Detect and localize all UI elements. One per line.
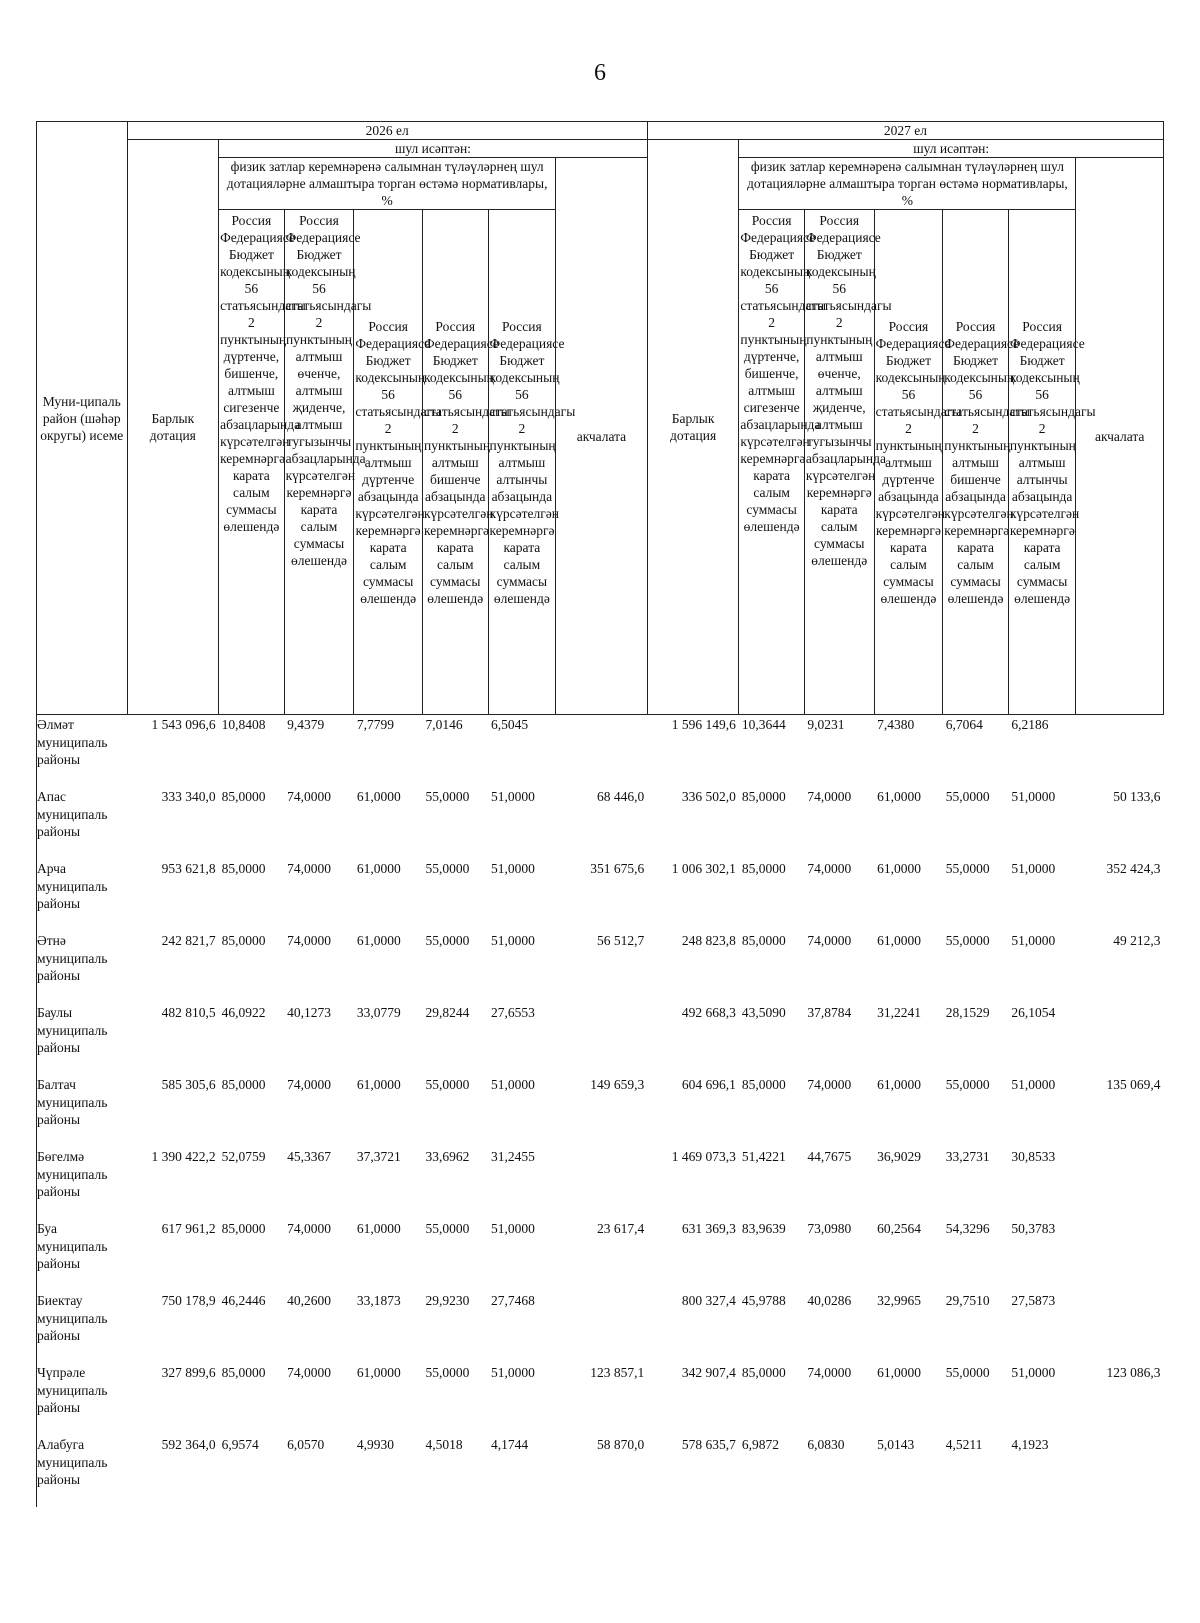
norm-2027-col-1: 85,0000 <box>741 933 786 948</box>
norm-2026-col-1: 46,2446 <box>221 1293 266 1308</box>
norm-2027-col-2: 40,0286 <box>807 1293 852 1308</box>
norm-2026-col-3: 61,0000 <box>356 933 401 948</box>
norm-2026-col-5: 51,0000 <box>491 1365 535 1380</box>
header-norm-col-1-2027: Россия Федерациясе Бюджет кодексының 56 статьясындагы 2 пунктының дүртенче, бишенче, алтмыш сигезенче абзацларында күрсәтелгән керемнәргә карата салым суммасы өлешендә <box>739 210 805 715</box>
norm-2026-col-2: 9,4379 <box>287 717 325 732</box>
norm-2026-col-5: 4,1744 <box>491 1437 529 1452</box>
total-dotation-2026: 750 178,9 <box>161 1293 216 1308</box>
norm-2027-col-4: 29,7510 <box>945 1293 990 1308</box>
municipality-name: Биектау муниципаль районы <box>37 1291 128 1363</box>
norm-2026-col-4: 4,5018 <box>425 1437 463 1452</box>
norm-2027-col-4: 55,0000 <box>945 1077 990 1092</box>
norm-2027-col-5: 51,0000 <box>1011 789 1056 804</box>
norm-2027-col-5: 51,0000 <box>1011 933 1056 948</box>
total-dotation-2027: 1 469 073,3 <box>671 1149 736 1164</box>
header-total-dotation-2026: Барлык дотация <box>127 140 219 715</box>
norm-2026-col-5: 51,0000 <box>491 1221 535 1236</box>
norm-2026-col-1: 10,8408 <box>221 717 266 732</box>
norm-2027-col-2: 6,0830 <box>807 1437 845 1452</box>
norm-2027-col-4: 33,2731 <box>945 1149 990 1164</box>
norm-2027-col-4: 4,5211 <box>945 1437 983 1452</box>
norm-2026-col-1: 85,0000 <box>221 1365 266 1380</box>
norm-2026-col-1: 6,9574 <box>221 1437 259 1452</box>
total-dotation-2026: 617 961,2 <box>161 1221 216 1236</box>
table-body <box>37 715 1164 1508</box>
norm-2026-col-2: 6,0570 <box>287 1437 325 1452</box>
total-dotation-2026: 585 305,6 <box>161 1077 216 1092</box>
total-dotation-2026: 1 543 096,6 <box>151 717 216 732</box>
norm-2027-col-2: 9,0231 <box>807 717 845 732</box>
cash-2026 <box>556 1147 648 1219</box>
municipality-name: Әтнә муниципаль районы <box>37 931 128 1003</box>
total-dotation-2026: 1 390 422,2 <box>151 1149 216 1164</box>
norm-2027-col-1: 43,5090 <box>741 1005 786 1020</box>
norm-2026-col-4: 33,6962 <box>425 1149 470 1164</box>
dotation-table <box>36 121 1164 1507</box>
norm-2027-col-1: 85,0000 <box>741 789 786 804</box>
norm-2027-col-5: 30,8533 <box>1011 1149 1056 1164</box>
header-norm-col-3-2026: Россия Федерациясе Бюджет кодексының 56 статьясындагы 2 пунктының алтмыш дүртенче абзацында күрсәтелгән керемнәргә карата салым суммасы өлешендә <box>354 210 423 715</box>
cash-2027 <box>1076 1219 1164 1291</box>
norm-2027-col-3: 61,0000 <box>877 861 921 876</box>
table-row <box>37 715 1164 788</box>
norm-2026-col-4: 55,0000 <box>425 933 470 948</box>
norm-2027-col-3: 5,0143 <box>877 1437 915 1452</box>
total-dotation-2026: 482 810,5 <box>161 1005 216 1020</box>
total-dotation-2026: 592 364,0 <box>161 1437 216 1452</box>
norm-2027-col-1: 85,0000 <box>741 861 786 876</box>
municipality-name: Әлмәт муниципаль районы <box>37 715 128 788</box>
cash-2026: 149 659,3 <box>590 1077 645 1092</box>
cash-2027: 135 069,4 <box>1106 1077 1161 1092</box>
norm-2026-col-2: 40,1273 <box>287 1005 331 1020</box>
table-row <box>37 787 1164 859</box>
header-including-2027: шул исәптән: <box>739 140 1164 158</box>
norm-2027-col-5: 27,5873 <box>1011 1293 1056 1308</box>
norm-2027-col-4: 55,0000 <box>945 933 990 948</box>
norm-2026-col-3: 61,0000 <box>356 1221 401 1236</box>
norm-2027-col-5: 6,2186 <box>1011 717 1049 732</box>
norm-2027-col-3: 61,0000 <box>877 1077 921 1092</box>
total-dotation-2027: 604 696,1 <box>681 1077 736 1092</box>
page-number: 6 <box>594 60 606 86</box>
cash-2027 <box>1076 1147 1164 1219</box>
total-dotation-2026: 333 340,0 <box>161 789 216 804</box>
norm-2027-col-5: 51,0000 <box>1011 1077 1056 1092</box>
municipality-name: Балтач муниципаль районы <box>37 1075 128 1147</box>
total-dotation-2027: 1 006 302,1 <box>671 861 736 876</box>
cash-2027: 50 133,6 <box>1113 789 1161 804</box>
cash-2026: 58 870,0 <box>597 1437 645 1452</box>
norm-2027-col-5: 50,3783 <box>1011 1221 1056 1236</box>
municipality-name: Баулы муниципаль районы <box>37 1003 128 1075</box>
cash-2027: 123 086,3 <box>1106 1365 1161 1380</box>
norm-2026-col-5: 51,0000 <box>491 789 535 804</box>
table-row <box>37 859 1164 931</box>
norm-2026-col-5: 27,6553 <box>491 1005 535 1020</box>
norm-2026-col-3: 61,0000 <box>356 789 401 804</box>
norm-2026-col-3: 33,0779 <box>356 1005 401 1020</box>
cash-2026: 351 675,6 <box>590 861 645 876</box>
norm-2026-col-3: 37,3721 <box>356 1149 401 1164</box>
header-norms-group-2026: физик затлар керемнәренә салымнан түләүләрнең шул дотацияләрне алмаштыра торган өстәмә нормативлары, % <box>219 158 556 210</box>
norm-2026-col-4: 29,8244 <box>425 1005 470 1020</box>
total-dotation-2026: 327 899,6 <box>161 1365 216 1380</box>
header-norm-col-4-2027: Россия Федерациясе Бюджет кодексының 56 статьясындагы 2 пунктының алтмыш бишенче абзацында күрсәтелгән керемнәргә карата салым суммасы өлешендә <box>943 210 1009 715</box>
cash-2026 <box>556 1291 648 1363</box>
header-norm-col-4-2026: Россия Федерациясе Бюджет кодексының 56 статьясындагы 2 пунктының алтмыш бишенче абзацында күрсәтелгән керемнәргә карата салым суммасы өлешендә <box>423 210 489 715</box>
norm-2026-col-2: 45,3367 <box>287 1149 331 1164</box>
cash-2026 <box>556 1003 648 1075</box>
norm-2026-col-2: 74,0000 <box>287 1221 331 1236</box>
norm-2027-col-1: 85,0000 <box>741 1077 786 1092</box>
norm-2027-col-1: 45,9788 <box>741 1293 786 1308</box>
table-row <box>37 1147 1164 1219</box>
municipality-name: Чүпрәле муниципаль районы <box>37 1363 128 1435</box>
norm-2027-col-2: 74,0000 <box>807 1077 852 1092</box>
norm-2027-col-4: 55,0000 <box>945 861 990 876</box>
norm-2027-col-3: 61,0000 <box>877 933 921 948</box>
norm-2027-col-3: 36,9029 <box>877 1149 921 1164</box>
norm-2026-col-3: 61,0000 <box>356 1077 401 1092</box>
total-dotation-2027: 336 502,0 <box>681 789 736 804</box>
norm-2027-col-2: 74,0000 <box>807 1365 852 1380</box>
total-dotation-2026: 242 821,7 <box>161 933 216 948</box>
norm-2026-col-4: 55,0000 <box>425 1077 470 1092</box>
table-row <box>37 1291 1164 1363</box>
cash-2027: 49 212,3 <box>1113 933 1161 948</box>
norm-2027-col-3: 61,0000 <box>877 1365 921 1380</box>
total-dotation-2027: 248 823,8 <box>681 933 736 948</box>
header-norm-col-5-2027: Россия Федерациясе Бюджет кодексының 56 статьясындагы 2 пунктының алтмыш алтынчы абзацында күрсәтелгән керемнәргә карата салым суммасы өлешендә <box>1008 210 1076 715</box>
norm-2026-col-1: 85,0000 <box>221 789 266 804</box>
table-row <box>37 1435 1164 1507</box>
norm-2027-col-3: 7,4380 <box>877 717 915 732</box>
total-dotation-2027: 492 668,3 <box>681 1005 736 1020</box>
norm-2027-col-2: 74,0000 <box>807 861 852 876</box>
norm-2026-col-3: 4,9930 <box>356 1437 394 1452</box>
norm-2027-col-1: 6,9872 <box>741 1437 779 1452</box>
header-total-dotation-2027: Барлык дотация <box>647 140 739 715</box>
norm-2027-col-1: 85,0000 <box>741 1365 786 1380</box>
norm-2027-col-2: 44,7675 <box>807 1149 852 1164</box>
norm-2026-col-5: 6,5045 <box>491 717 529 732</box>
total-dotation-2027: 800 327,4 <box>681 1293 736 1308</box>
norm-2026-col-5: 51,0000 <box>491 861 535 876</box>
municipality-name: Бөгелмә муниципаль районы <box>37 1147 128 1219</box>
header-norms-group-2027: физик затлар керемнәренә салымнан түләүләрнең шул дотацияләрне алмаштыра торган өстәмә нормативлары, % <box>739 158 1076 210</box>
norm-2027-col-4: 6,7064 <box>945 717 983 732</box>
norm-2026-col-5: 51,0000 <box>491 1077 535 1092</box>
norm-2027-col-4: 55,0000 <box>945 789 990 804</box>
municipality-name: Апас муниципаль районы <box>37 787 128 859</box>
municipality-name: Арча муниципаль районы <box>37 859 128 931</box>
norm-2026-col-1: 85,0000 <box>221 1077 266 1092</box>
norm-2026-col-4: 55,0000 <box>425 861 470 876</box>
norm-2026-col-3: 33,1873 <box>356 1293 401 1308</box>
norm-2027-col-1: 51,4221 <box>741 1149 786 1164</box>
table-row <box>37 1219 1164 1291</box>
norm-2026-col-1: 85,0000 <box>221 933 266 948</box>
norm-2027-col-3: 60,2564 <box>877 1221 921 1236</box>
cash-2027 <box>1076 715 1164 788</box>
table-row <box>37 1075 1164 1147</box>
norm-2027-col-1: 10,3644 <box>741 717 786 732</box>
norm-2026-col-3: 7,7799 <box>356 717 394 732</box>
total-dotation-2026: 953 621,8 <box>161 861 216 876</box>
table-row <box>37 1003 1164 1075</box>
header-norm-col-1-2026: Россия Федерациясе Бюджет кодексының 56 статьясындагы 2 пунктының дүртенче, бишенче, алтмыш сигезенче абзацларында күрсәтелгән керемнәргә карата салым суммасы өлешендә <box>219 210 285 715</box>
cash-2027 <box>1076 1003 1164 1075</box>
norm-2026-col-3: 61,0000 <box>356 861 401 876</box>
municipality-name: Буа муниципаль районы <box>37 1219 128 1291</box>
norm-2027-col-2: 74,0000 <box>807 933 852 948</box>
norm-2026-col-4: 55,0000 <box>425 1221 470 1236</box>
norm-2027-col-4: 55,0000 <box>945 1365 990 1380</box>
norm-2027-col-3: 61,0000 <box>877 789 921 804</box>
norm-2027-col-3: 31,2241 <box>877 1005 921 1020</box>
total-dotation-2027: 631 369,3 <box>681 1221 736 1236</box>
cash-2026: 23 617,4 <box>597 1221 645 1236</box>
cash-2026 <box>556 715 648 788</box>
table-row <box>37 931 1164 1003</box>
norm-2027-col-5: 51,0000 <box>1011 861 1056 876</box>
norm-2027-col-4: 54,3296 <box>945 1221 990 1236</box>
norm-2027-col-5: 51,0000 <box>1011 1365 1056 1380</box>
header-norm-col-2-2026: Россия Федерациясе Бюджет кодексының 56 статьясындагы 2 пунктының алтмыш өченче, алтмыш җиденче, алтмыш тугызынчы абзацларында күрсәтелгән керемнәргә карата салым суммасы өлешендә <box>284 210 354 715</box>
norm-2026-col-5: 31,2455 <box>491 1149 535 1164</box>
cash-2027: 352 424,3 <box>1106 861 1161 876</box>
norm-2027-col-2: 74,0000 <box>807 789 852 804</box>
norm-2026-col-2: 74,0000 <box>287 933 331 948</box>
cash-2026: 68 446,0 <box>597 789 645 804</box>
header-cash-2026: акчалата <box>556 158 648 715</box>
total-dotation-2027: 1 596 149,6 <box>671 717 736 732</box>
norm-2026-col-4: 55,0000 <box>425 1365 470 1380</box>
norm-2026-col-5: 51,0000 <box>491 933 535 948</box>
norm-2026-col-2: 74,0000 <box>287 1077 331 1092</box>
norm-2026-col-5: 27,7468 <box>491 1293 535 1308</box>
norm-2027-col-3: 32,9965 <box>877 1293 921 1308</box>
header-including-2026: шул исәптән: <box>219 140 648 158</box>
cash-2026: 56 512,7 <box>597 933 645 948</box>
norm-2026-col-1: 52,0759 <box>221 1149 266 1164</box>
norm-2026-col-4: 29,9230 <box>425 1293 470 1308</box>
header-name-column: Муни-ципаль район (шәһәр округы) исеме <box>37 122 128 715</box>
norm-2027-col-4: 28,1529 <box>945 1005 990 1020</box>
header-year-2027: 2027 ел <box>647 122 1163 140</box>
norm-2026-col-2: 40,2600 <box>287 1293 331 1308</box>
norm-2027-col-2: 37,8784 <box>807 1005 852 1020</box>
cash-2027 <box>1076 1291 1164 1363</box>
header-cash-2027: акчалата <box>1076 158 1164 715</box>
header-norm-col-5-2026: Россия Федерациясе Бюджет кодексының 56 статьясындагы 2 пунктының алтмыш алтынчы абзацында күрсәтелгән керемнәргә карата салым суммасы өлешендә <box>488 210 556 715</box>
header-norm-col-2-2027: Россия Федерациясе Бюджет кодексының 56 статьясындагы 2 пунктының алтмыш өченче, алтмыш җиденче, алтмыш тугызынчы абзацларында күрсәтелгән керемнәргә карата салым суммасы өлешендә <box>804 210 874 715</box>
cash-2027 <box>1076 1435 1164 1507</box>
header-norm-col-3-2027: Россия Федерациясе Бюджет кодексының 56 статьясындагы 2 пунктының алтмыш дүртенче абзацында күрсәтелгән керемнәргә карата салым суммасы өлешендә <box>874 210 943 715</box>
norm-2027-col-1: 83,9639 <box>741 1221 786 1236</box>
norm-2026-col-1: 85,0000 <box>221 861 266 876</box>
norm-2026-col-2: 74,0000 <box>287 861 331 876</box>
norm-2027-col-5: 4,1923 <box>1011 1437 1049 1452</box>
norm-2026-col-4: 7,0146 <box>425 717 463 732</box>
total-dotation-2027: 578 635,7 <box>681 1437 736 1452</box>
total-dotation-2027: 342 907,4 <box>681 1365 736 1380</box>
norm-2026-col-2: 74,0000 <box>287 789 331 804</box>
cash-2026: 123 857,1 <box>590 1365 645 1380</box>
norm-2026-col-3: 61,0000 <box>356 1365 401 1380</box>
header-year-2026: 2026 ел <box>127 122 647 140</box>
norm-2027-col-5: 26,1054 <box>1011 1005 1056 1020</box>
norm-2026-col-1: 85,0000 <box>221 1221 266 1236</box>
norm-2026-col-1: 46,0922 <box>221 1005 266 1020</box>
norm-2026-col-4: 55,0000 <box>425 789 470 804</box>
norm-2026-col-2: 74,0000 <box>287 1365 331 1380</box>
norm-2027-col-2: 73,0980 <box>807 1221 852 1236</box>
table-row <box>37 1363 1164 1435</box>
municipality-name: Алабуга муниципаль районы <box>37 1435 128 1507</box>
